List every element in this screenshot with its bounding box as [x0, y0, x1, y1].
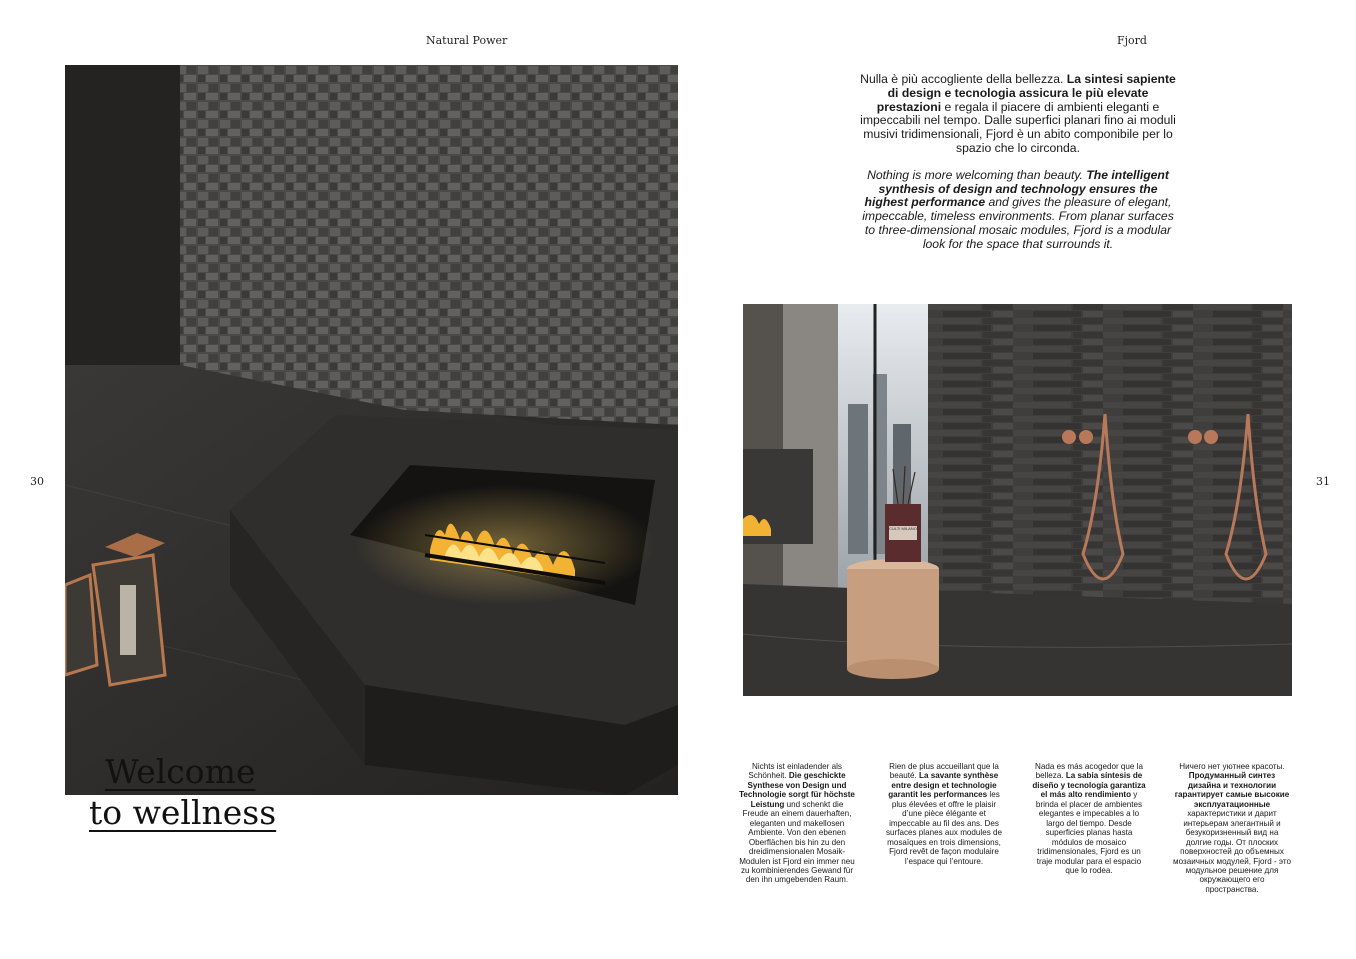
- title-line-1: [105, 752, 255, 792]
- running-head-left: Natural Power: [426, 34, 508, 47]
- diffuser-label: CULTI MILANO: [889, 526, 917, 531]
- intro-en-a: Nothing is more welcoming than beauty.: [867, 167, 1087, 182]
- fr-c: les plus élevées et offre le plaisir d’une pièce élégante et impeccable au fil des ans. Des surfaces planes aux modules de mosaïques en trois dimensions, Fjord revêt de façon modulaire l’espace qui l’entoure.: [885, 790, 1003, 866]
- es-a: Nada es más acogedor que la belleza.: [1035, 762, 1143, 781]
- column-russian: [1173, 762, 1291, 894]
- intro-en-c: and gives the pleasure of elegant, impeccable, timeless environments. From planar surfaces to three-dimensional mosaic modules, Fjord is a modular look for the space that surrounds it.: [862, 195, 1174, 251]
- fr-a: Rien de plus accueillant que la beauté.: [889, 762, 999, 781]
- intro-text: [858, 73, 1178, 252]
- intro-it-c: e regala il piacere di ambienti eleganti e impeccabili nel tempo. Dalle superfici planari fino ai moduli musivi tridimensionali, Fjord è un abito componibile per lo spazio che lo circonda.: [860, 99, 1176, 155]
- running-head-right: Fjord: [1117, 34, 1147, 47]
- page-number-left: 30: [30, 475, 44, 488]
- fireplace-photo: [65, 65, 678, 795]
- title-text-2: to wellness: [89, 793, 277, 832]
- ru-b: Продуманный синтез дизайна и технологии гарантирует самые высокие эксплуатационные: [1174, 771, 1290, 809]
- es-c: y brinda el placer de ambientes elegantes e impecables a lo largo del tiempo. Desde superficies planas hasta módulos de mosaico tridimensionales, Fjord es un traje modular para el espacio que lo rodea.: [1035, 790, 1143, 875]
- intro-it-a: Nulla è più accogliente della bellezza.: [860, 72, 1067, 86]
- es-b: La sabia síntesis de diseño y tecnología garantiza el más alto rendimiento: [1032, 771, 1146, 800]
- title-text-1: Welcome: [105, 752, 256, 791]
- ru-c: характеристики и дарит интерьерам элегантный и безукоризненный вид на долгие годы. От плоских поверхностей до объемных мозаичных модулей, Fjord - это модульное решение для окружающего его пространства.: [1173, 809, 1291, 894]
- column-german: [738, 762, 856, 885]
- de-b: Die geschickte Synthese von Design und Technologie sorgt für höchste Leistung: [739, 771, 855, 809]
- bathroom-photo: [743, 304, 1292, 696]
- column-spanish: [1030, 762, 1148, 875]
- intro-english: [858, 169, 1178, 252]
- intro-en-b: The intelligent synthesis of design and technology ensures the highest performance: [864, 167, 1169, 210]
- title-line-2: [89, 793, 276, 833]
- page-number-right: 31: [1316, 475, 1330, 488]
- de-a: Nichts ist einladender als Schönheit.: [748, 762, 842, 781]
- intro-it-b: La sintesi sapiente di design e tecnologia assicura le più elevate prestazioni: [876, 72, 1176, 114]
- column-french: [885, 762, 1003, 866]
- fr-b: La savante synthèse entre design et technologie garantit les performances: [888, 771, 999, 800]
- intro-italian: [858, 73, 1178, 156]
- de-c: und schenkt die Freude an einem dauerhaften, eleganten und makellosen Ambiente. Von den ebenen Oberflächen bis hin zu den dreidimensionalen Mosaik-Modulen ist Fjord ein immer neu zu kombinierendes Gewand für den ihn umgebenden Raum.: [739, 799, 855, 885]
- ru-a: Ничего нет уютнее красоты.: [1179, 762, 1285, 771]
